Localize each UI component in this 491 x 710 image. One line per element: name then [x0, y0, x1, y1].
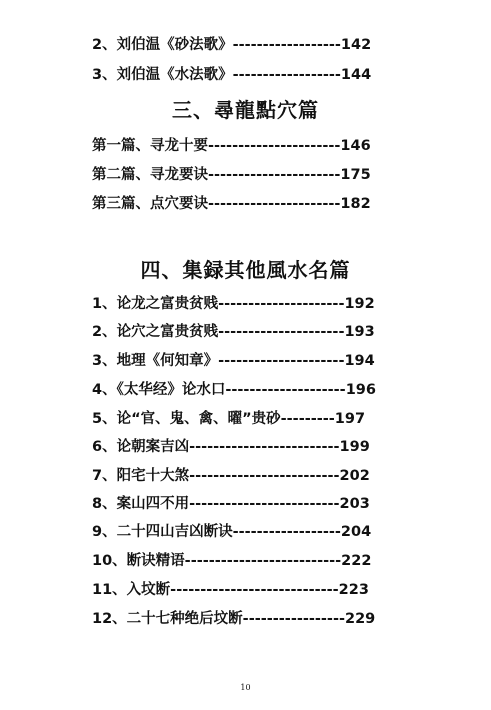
toc-entry-4-1: 1、论龙之富贵贫贱---------------------192	[92, 296, 375, 312]
toc-entry-4-6: 6、论朝案吉凶-------------------------199	[92, 439, 370, 455]
section-4-title: 四、集録其他風水名篇	[140, 258, 351, 282]
toc-entry-chapter-1: 第一篇、寻龙十要----------------------146	[92, 138, 371, 154]
toc-entry-sand-method-song: 2、刘伯温《砂法歌》------------------142	[92, 37, 372, 53]
toc-entry-4-7: 7、阳宅十大煞-------------------------202	[92, 468, 370, 484]
page-number: 10	[240, 683, 251, 692]
toc-entry-4-2: 2、论穴之富贵贫贱---------------------193	[92, 324, 375, 340]
toc-entry-4-8: 8、案山四不用-------------------------203	[92, 496, 370, 512]
toc-entry-4-11: 11、入坟断----------------------------223	[92, 582, 369, 598]
toc-entry-4-3: 3、地理《何知章》---------------------194	[92, 353, 375, 369]
toc-entry-4-12: 12、二十七种绝后坟断-----------------229	[92, 611, 376, 627]
toc-entry-chapter-2: 第二篇、寻龙要诀----------------------175	[92, 167, 371, 183]
toc-entry-water-method-song: 3、刘伯温《水法歌》------------------144	[92, 67, 372, 83]
section-3-title: 三、尋龍點穴篇	[172, 98, 319, 122]
toc-entry-4-10: 10、断诀精语--------------------------222	[92, 553, 372, 569]
toc-entry-4-9: 9、二十四山吉凶断诀------------------204	[92, 524, 372, 540]
toc-entry-4-4: 4、《太华经》论水口--------------------196	[92, 382, 376, 398]
toc-entry-chapter-3: 第三篇、点穴要诀----------------------182	[92, 196, 371, 212]
toc-entry-4-5: 5、论“官、鬼、禽、曜”贵砂---------197	[92, 411, 366, 427]
